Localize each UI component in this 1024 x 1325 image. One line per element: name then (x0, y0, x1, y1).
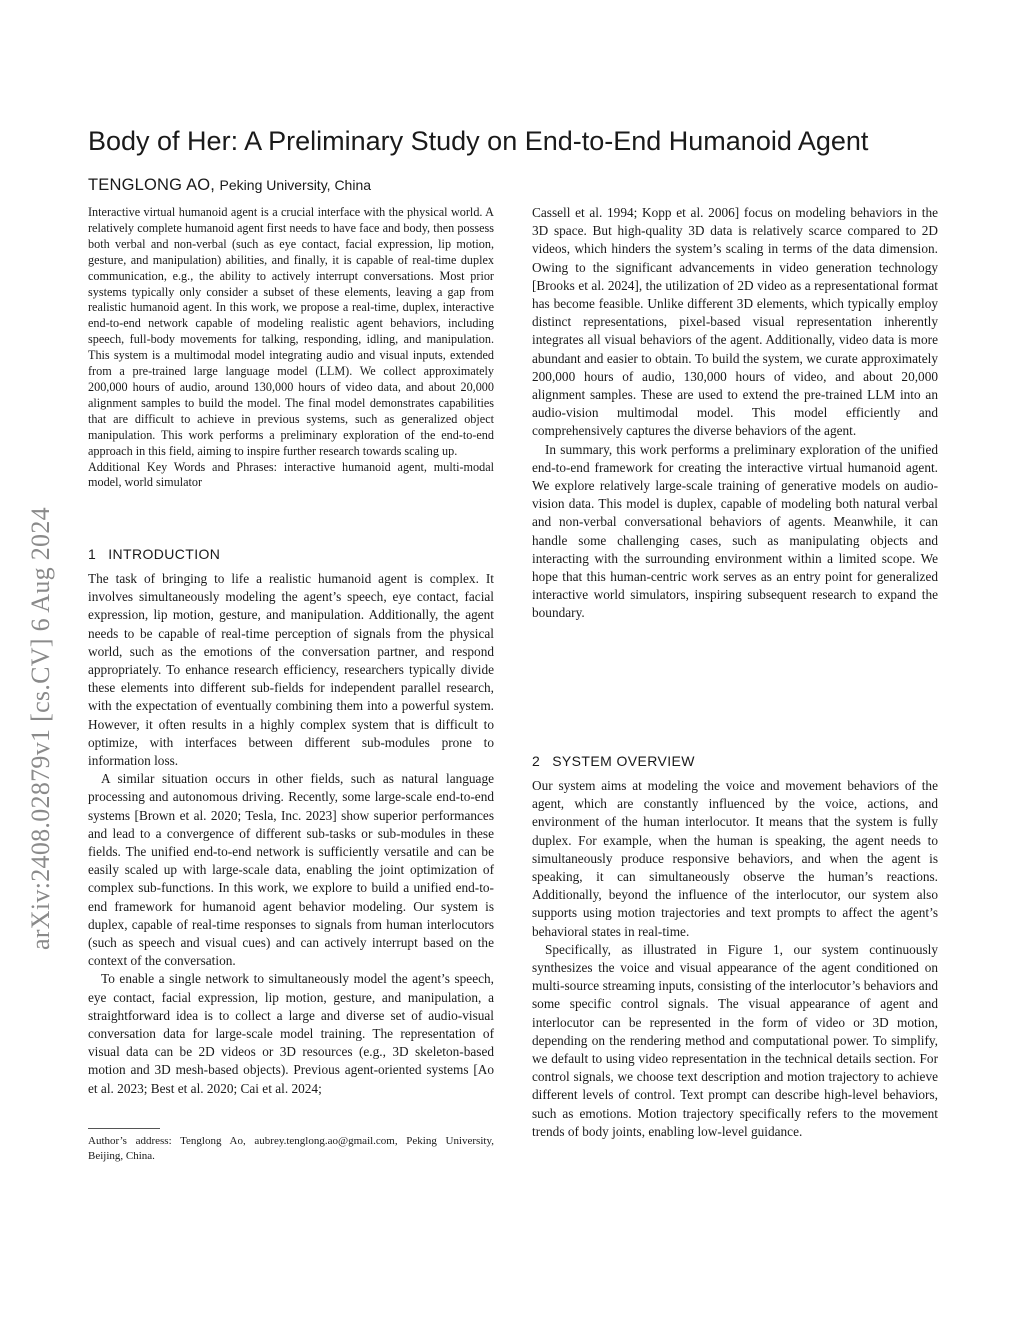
paragraph: A similar situation occurs in other fields, such as natural language processing and autonomous driving. Recently, some large-scale end-to-end systems [Brown et al. 2020; Tesla, Inc. 2023] show superior performances and lead to a convergence of different sub-tasks or sub-modules in these fields. The unified end-to-end network is sufficiently versatile and can be easily scaled up with large-scale data, enabling the joint optimization of complex sub-functions. In this work, we explore to build a unified end-to-end framework for humanoid agent behavior modeling. Our system is duplex, capable of real-time responses to signals from human interlocutors (such as speech and visual cues) and can actively interrupt based on the context of the conversation. (88, 771, 494, 969)
arxiv-identifier-text: arXiv:2408.02879v1 [cs.CV] 6 Aug 2024 (26, 507, 55, 950)
author-line (88, 176, 371, 195)
paper-title: Body of Her: A Preliminary Study on End-to-End Humanoid Agent (88, 126, 869, 156)
paragraph: The task of bringing to life a realistic humanoid agent is complex. It involves simultaneously modeling the agent’s speech, eye contact, facial expression, lip motion, gesture, and manipulation. Additionally, the agent needs to be capable of real-time perception of signals from the physical world, such as the emotions of the conversation partner, and respond appropriately. To enhance research efficiency, researchers typically divide these elements into different sub-fields for independent parallel research, with the expectation of eventually combining them into a powerful system. However, it often results in a highly complex system that is difficult to optimize, with interfaces between different sub-modules prone to information loss. (88, 571, 494, 769)
keywords-text: Additional Key Words and Phrases: interactive humanoid agent, multi-modal model, world simulator (88, 459, 494, 490)
introduction-body (88, 570, 494, 1098)
abstract-text: Interactive virtual humanoid agent is a crucial interface with the physical world. A relatively complete humanoid agent first needs to have face and body, then possess both verbal and non-verbal (such as eye contact, facial expression, lip motion, gesture, and manipulation) abilities, and finally, it is capable of real-time duplex communication, e.g., the ability to actively interrupt conversations. Most prior systems typically only consider a subset of these elements, leaving a gap from realistic humanoid agent. In this work, we propose a real-time, duplex, interactive end-to-end network capable of modeling realistic agent behaviors, including speech, full-body movements for talking, responding, idling, and manipulation. This system is a multimodal model integrating audio and visual inputs, extended from a pre-trained large language model (LLM). We collect approximately 200,000 hours of audio, around 130,000 hours of video data, and about 20,000 alignment samples to build the model. The final model demonstrates capabilities that are difficult to achieve in previous systems, such as generalized object manipulation. This work performs a preliminary exploration of the end-to-end approach in this field, aiming to inspire further research towards scaling up. (88, 205, 494, 458)
section-number: 1 (88, 546, 97, 562)
author-name: TENGLONG AO, (88, 176, 216, 194)
section-number: 2 (532, 753, 541, 769)
paragraph: Cassell et al. 1994; Kopp et al. 2006] focus on modeling behaviors in the 3D space. But high-quality 3D data is relatively scarce compared to 2D videos, which hinders the system’s scaling in terms of the data dimension. Owing to the significant advancements in video generation technology [Brooks et al. 2024], the utilization of 2D video as a representational format has become feasible. Unlike different 3D elements, which typically employ distinct representations, pixel-based visual representation inherently integrates all visual behaviors of the agent. Additionally, video data is more abundant and easier to obtain. To build the system, we curate approximately 200,000 hours of audio, 130,000 hours of video, and about 20,000 alignment samples. These are used to extend the pre-trained LLM into an audio-vision multimodal model. This model efficiently and comprehensively captures the diverse behaviors of the agent. (532, 205, 938, 439)
paragraph: Our system aims at modeling the voice and movement behaviors of the agent, which are constantly influenced by the voice, actions, and environment of the human interlocutor. It means that the system is fully duplex. For example, when the human is speaking, the agent needs to simultaneously produce responsive behaviors, and when the agent is speaking, it can simultaneously observe the human’s reactions. Additionally, beyond the influence of the interlocutor, our system also supports using motion trajectories and text prompts to affect the agent’s behavioral states in real-time. (532, 778, 938, 939)
paragraph: To enable a single network to simultaneously model the agent’s speech, eye contact, facial expression, lip motion, gesture, and manipulation, a straightforward idea is to collect a large and diverse set of audio-visual conversation data for large-scale model training. The representation of visual data can be 2D videos or 3D resources (e.g., 3D skeleton-based motion and 3D mesh-based objects). Previous agent-oriented systems [Ao et al. 2023; Best et al. 2020; Cai et al. 2024; (88, 971, 494, 1096)
section-heading-system-overview (532, 753, 695, 769)
section-heading-introduction (88, 546, 220, 562)
paragraph: Specifically, as illustrated in Figure 1, our system continuously synthesizes the voice and visual appearance of the agent conditioned on multi-source streaming inputs, consisting of the interlocutor’s behaviors and some specific control signals. The visual appearance of agent and interlocutor can be represented in the form of video or 3D motion, depending on the rendering method and computational power. To simplify, we default to using video representation in the technical details section. For control signals, we choose text description and motion trajectory to achieve different levels of control. Text prompt can describe high-level behaviors, such as emotions. Motion trajectory specifically refers to the movement trends of body joints, enabling low-level guidance. (532, 941, 938, 1139)
abstract-block (88, 205, 494, 491)
arxiv-identifier-stamp (26, 350, 66, 950)
author-address-footnote: Author’s address: Tenglong Ao, aubrey.tenglong.ao@gmail.com, Peking University, Beijing, China. (88, 1135, 494, 1162)
footnote-divider (88, 1128, 160, 1129)
right-column-intro-continued (532, 204, 938, 623)
author-affiliation: Peking University, China (219, 177, 372, 193)
section-title: SYSTEM OVERVIEW (552, 753, 695, 769)
section-title: INTRODUCTION (108, 546, 221, 562)
paragraph: In summary, this work performs a preliminary exploration of the unified end-to-end framework for creating the interactive virtual humanoid agent. We explore relatively large-scale training of generative models on audio-vision data. This model is duplex, capable of modeling both natural verbal and non-verbal conversational behaviors of agents. Meanwhile, it can handle some challenging cases, such as manipulating objects and interacting with the surrounding environment within a limited scope. We hope that this human-centric work serves as an entry point for generalized interactive world simulators, inspiring subsequent research to expand the boundary. (532, 441, 938, 621)
system-overview-body (532, 777, 938, 1141)
